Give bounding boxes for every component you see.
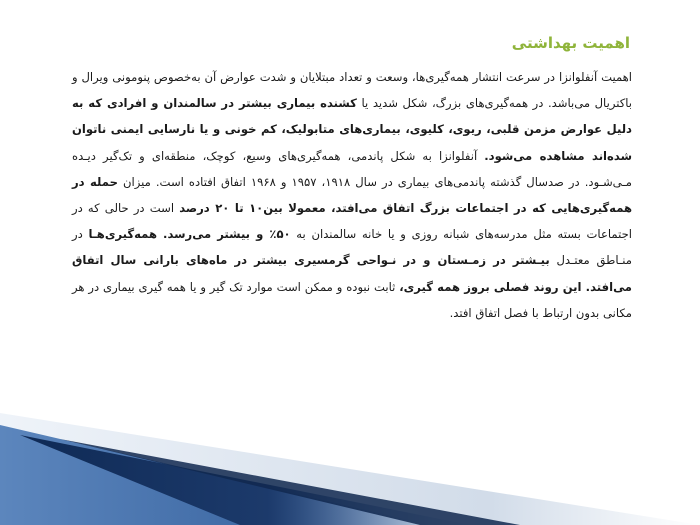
decorative-swoosh	[0, 395, 700, 525]
text-segment: آنفلوانزا به شکل پاندمی، همه‌گیری‌های وسیع، کوچک، منطقه‌ای و تک‌گیر دیـده مـی‌شـود. در صدسال گذشته پاندمی‌های بیماری در سال ۱۹۱۸، ۱۹۵۷ و ۱۹۶۸ اتفاق افتاده است. میزان	[72, 148, 632, 189]
text-segment: ثابت نبوده و ممکن است موارد تک گیر و یا همه گیری بیماری در هر مکانی بدون ارتباط با فصل اتفاق افتد.	[72, 279, 632, 320]
text-segment-bold: بیـشتر در زمـستان و در نـواحی گرمسیری بیشتر در ماه‌های بارانی سال اتفاق می‌افتد. این روند فصلی بروز همه گیری،	[72, 253, 632, 294]
slide-body-text	[72, 64, 632, 326]
text-segment-bold: حمله در همه‌گیری‌هایی که در اجتماعات بزرگ اتفاق می‌افتد، معمولا بین۱۰ تا ۲۰ درصد	[72, 174, 633, 216]
slide-title: اهمیت بهداشتی	[511, 34, 630, 52]
text-segment: در منـاطق معتـدل	[72, 227, 632, 268]
text-segment: است در حالی که در اجتماعات بسته مثل مدرسه‌های شبانه روزی و یا خانه سالمندان به	[72, 201, 632, 242]
text-segment: اهمیت آنفلوانزا در سرعت انتشار همه‌گیری‌ها، وسعت و تعداد مبتلایان و شدت عوارض آن به‌خصوص پنومونی ویرال و باکتریال می‌باشد. در همه‌گیری‌های بزرگ، شکل شدید یا	[72, 70, 632, 111]
text-segment-bold: کشنده بیماری بیشتر در سالمندان و افرادی که به دلیل عوارض مزمن قلبی، ریوی، کلیوی، بیماری‌های متابولیک، کم خونی و یا نارسایی ایمنی ناتوان شده‌اند مشاهده می‌شود.	[72, 96, 632, 163]
text-segment-bold: ۵۰٪ و بیشتر می‌رسد. همه‌گیری‌هـا	[88, 227, 291, 242]
